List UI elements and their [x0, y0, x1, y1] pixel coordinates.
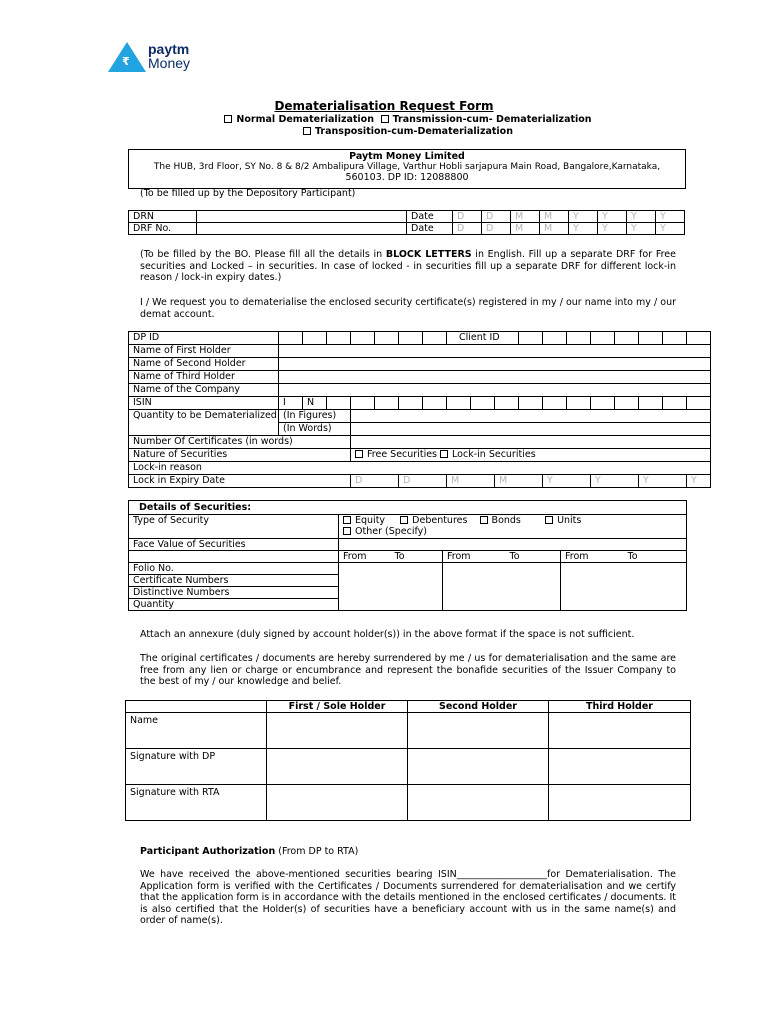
in-figures-label: (In Figures): [279, 410, 351, 423]
debentures-label: Debentures: [412, 515, 468, 526]
isin-cell[interactable]: [447, 397, 471, 410]
lock-reason-label: Lock-in reason: [129, 462, 711, 475]
bonds-checkbox[interactable]: [480, 516, 488, 524]
name-row-label: Name: [126, 713, 267, 749]
dp-id-cell[interactable]: [375, 332, 399, 345]
company-address2: 560103. DP ID: 12088800: [345, 172, 469, 183]
opt3-checkbox[interactable]: [303, 127, 311, 135]
blank-cell: [129, 551, 339, 563]
client-id-cell[interactable]: [591, 332, 615, 345]
date-cell[interactable]: D: [482, 223, 511, 235]
second-holder-label: Name of Second Holder: [129, 358, 279, 371]
sig-rta-third[interactable]: [549, 785, 691, 821]
sig-rta-first[interactable]: [267, 785, 408, 821]
isin-cell[interactable]: [471, 397, 495, 410]
expiry-cell[interactable]: D: [351, 475, 399, 488]
form-options-row2: [0, 126, 768, 137]
brand-top: paytm: [148, 41, 190, 57]
num-certs-label: Number Of Certificates (in words): [129, 436, 351, 449]
isin-cell[interactable]: [399, 397, 423, 410]
isin-cell[interactable]: [639, 397, 663, 410]
sig-dp-third[interactable]: [549, 749, 691, 785]
opt3-label: Transposition-cum-Dematerialization: [315, 126, 513, 137]
from-header: From: [561, 551, 624, 563]
to-header: To: [391, 551, 443, 563]
equity-checkbox[interactable]: [343, 516, 351, 524]
bonds-label: Bonds: [491, 515, 521, 526]
isin-cell[interactable]: [327, 397, 351, 410]
opt1-checkbox[interactable]: [224, 115, 232, 123]
units-label: Units: [557, 515, 582, 526]
isin-label: ISIN: [129, 397, 279, 410]
third-holder-label: Name of Third Holder: [129, 371, 279, 384]
expiry-cell[interactable]: Y: [543, 475, 591, 488]
isin-cell[interactable]: [567, 397, 591, 410]
participant-text: [140, 869, 676, 927]
name-second-input[interactable]: [408, 713, 549, 749]
dp-note: (To be filled up by the Depository Participant): [140, 188, 356, 199]
company-name: Paytm Money Limited: [349, 151, 465, 162]
date-cell[interactable]: D: [453, 223, 482, 235]
free-securities-checkbox[interactable]: [355, 450, 363, 458]
drf-date-label: Date: [407, 223, 453, 235]
to-header: To: [624, 551, 687, 563]
equity-label: Equity: [355, 515, 386, 526]
date-cell[interactable]: Y: [569, 211, 598, 223]
isin-cell-i: I: [279, 397, 303, 410]
dp-id-cell[interactable]: [423, 332, 447, 345]
opt2-checkbox[interactable]: [381, 115, 389, 123]
other-checkbox[interactable]: [343, 527, 351, 535]
name-third-input[interactable]: [549, 713, 691, 749]
type-label: Type of Security: [129, 515, 339, 539]
client-id-cell[interactable]: [687, 332, 711, 345]
sig-dp-second[interactable]: [408, 749, 549, 785]
date-cell[interactable]: Y: [656, 223, 685, 235]
sig-dp-row-label: Signature with DP: [126, 749, 267, 785]
instr-text-c: in English. Fill up a separate DRF for Free securities and Locked – in securities. In case of locked - in securities fill up a separate DRF for different lock-in reason / lock-in expiry dates.): [140, 249, 676, 283]
drn-date-label: Date: [407, 211, 453, 223]
participant-text-b: for Dematerialisation. The Application form is verified with the Certificates / Documents surrendered for dematerialisation and we certify that the application form is in accordance with the details mentioned in the enclosed certificates / documents. It is also certified that the Holder(s) of securities have a beneficiary account with us in the same name(s) and order of name(s).: [140, 869, 676, 926]
quantity-label: Quantity to be Dematerialized: [129, 410, 279, 436]
company-box: [128, 149, 686, 189]
drn-label: DRN: [129, 211, 197, 223]
isin-cell[interactable]: [543, 397, 567, 410]
second-holder-input[interactable]: [279, 358, 711, 371]
distinctive-label: Distinctive Numbers: [129, 587, 339, 599]
other-label: Other (Specify): [355, 526, 427, 537]
client-id-cell[interactable]: [639, 332, 663, 345]
instructions-p1: [140, 249, 676, 284]
securities-entry-3[interactable]: [561, 563, 687, 611]
first-holder-label: Name of First Holder: [129, 345, 279, 358]
date-cell[interactable]: M: [540, 223, 569, 235]
dp-id-cell[interactable]: [351, 332, 375, 345]
participant-heading: [140, 846, 358, 857]
folio-label: Folio No.: [129, 563, 339, 575]
date-cell[interactable]: Y: [656, 211, 685, 223]
date-cell[interactable]: M: [511, 211, 540, 223]
drf-label: DRF No.: [129, 223, 197, 235]
client-id-cell[interactable]: [615, 332, 639, 345]
quantity-figures-input[interactable]: [351, 410, 711, 423]
date-cell[interactable]: M: [540, 211, 569, 223]
dp-id-label: DP ID: [129, 332, 224, 345]
type-options: [339, 515, 687, 539]
lock-expiry-label: Lock in Expiry Date: [129, 475, 351, 488]
participant-heading-bold: Participant Authorization: [140, 846, 276, 857]
first-holder-input[interactable]: [279, 345, 711, 358]
participant-text-a: We have received the above-mentioned securities bearing ISIN: [140, 869, 457, 880]
opt2-label: Transmission-cum- Dematerialization: [392, 114, 592, 125]
date-cell[interactable]: D: [482, 211, 511, 223]
securities-entry-1[interactable]: [339, 563, 443, 611]
client-id-cell[interactable]: [663, 332, 687, 345]
date-cell[interactable]: Y: [569, 223, 598, 235]
expiry-cell[interactable]: M: [495, 475, 543, 488]
opt1-label: Normal Dematerialization: [236, 114, 374, 125]
isin-cell[interactable]: [519, 397, 543, 410]
lockin-securities-label: Lock-in Securities: [452, 449, 536, 460]
dp-id-cell[interactable]: [303, 332, 327, 345]
holder-details-table: [128, 331, 711, 488]
sig-rta-second[interactable]: [408, 785, 549, 821]
in-words-label: (In Words): [279, 423, 351, 436]
drn-input[interactable]: [197, 211, 407, 223]
drn-table: [128, 210, 685, 235]
num-certs-input[interactable]: [351, 436, 711, 449]
brand-bottom: Money: [148, 55, 191, 71]
form-title: Dematerialisation Request Form: [274, 99, 494, 113]
instr-block-letters: BLOCK LETTERS: [385, 249, 472, 260]
company-address1: The HUB, 3rd Floor, SY No. 8 & 8/2 Ambalipura Village, Varthur Hobli sarjapura Main Road, Bangalore,Karnataka,: [153, 162, 661, 172]
dp-id-cell[interactable]: [399, 332, 423, 345]
participant-heading-suffix: (From DP to RTA): [275, 846, 359, 857]
dp-id-cell[interactable]: [279, 332, 303, 345]
date-cell[interactable]: D: [453, 211, 482, 223]
face-value-label: Face Value of Securities: [129, 539, 339, 551]
quantity-words-input[interactable]: [351, 423, 711, 436]
second-holder-header: Second Holder: [408, 701, 549, 713]
dp-id-cell[interactable]: [327, 332, 351, 345]
client-id-cell[interactable]: [519, 332, 543, 345]
sig-rta-row-label: Signature with RTA: [126, 785, 267, 821]
third-holder-input[interactable]: [279, 371, 711, 384]
from-header: From: [443, 551, 506, 563]
client-id-label: Client ID: [447, 332, 519, 345]
date-cell[interactable]: Y: [598, 211, 627, 223]
expiry-cell[interactable]: M: [447, 475, 495, 488]
first-holder-header: First / Sole Holder: [267, 701, 408, 713]
surrender-text: The original certificates / documents are hereby surrendered by me / us for dematerialisation and the same are free from any lien or charge or encumbrance and represent the bonafide securities of the Issuer Company to the best of my / our knowledge and belief.: [140, 653, 676, 687]
drf-input[interactable]: [197, 223, 407, 235]
isin-cell[interactable]: [375, 397, 399, 410]
isin-cell[interactable]: [591, 397, 615, 410]
isin-cell[interactable]: [495, 397, 519, 410]
annexure-text: Attach an annexure (duly signed by account holder(s)) in the above format if the space is not sufficient.: [140, 629, 635, 640]
securities-table: [128, 500, 687, 611]
lockin-securities-checkbox[interactable]: [440, 450, 448, 458]
expiry-cell[interactable]: D: [399, 475, 447, 488]
isin-cell[interactable]: [687, 397, 711, 410]
isin-cell[interactable]: [615, 397, 639, 410]
securities-heading: Details of Securities:: [129, 501, 687, 515]
date-cell[interactable]: M: [511, 223, 540, 235]
instr-text-a: (To be filled by the BO. Please fill all the details in: [140, 249, 386, 260]
to-header: To: [506, 551, 561, 563]
cert-numbers-label: Certificate Numbers: [129, 575, 339, 587]
face-value-input[interactable]: [339, 539, 687, 551]
dp-id-cell[interactable]: [224, 332, 279, 345]
sig-dp-first[interactable]: [267, 749, 408, 785]
instructions-p2: I / We request you to dematerialise the enclosed security certificate(s) registered in my / our name into my / our demat account.: [140, 297, 676, 320]
from-header: From: [339, 551, 391, 563]
signature-table: [125, 700, 691, 821]
name-first-input[interactable]: [267, 713, 408, 749]
date-cell[interactable]: Y: [627, 223, 656, 235]
isin-cell[interactable]: [663, 397, 687, 410]
units-checkbox[interactable]: [545, 516, 553, 524]
isin-blank[interactable]: ___________________: [456, 869, 547, 880]
expiry-cell[interactable]: Y: [591, 475, 639, 488]
date-cell[interactable]: Y: [627, 211, 656, 223]
isin-cell-n: N: [303, 397, 327, 410]
paytm-money-logo: [108, 42, 198, 74]
free-securities-label: Free Securities: [367, 449, 438, 460]
debentures-checkbox[interactable]: [400, 516, 408, 524]
sig-blank-header: [126, 701, 267, 713]
date-cell[interactable]: Y: [598, 223, 627, 235]
company-name-input[interactable]: [279, 384, 711, 397]
client-id-cell[interactable]: [543, 332, 567, 345]
form-options-row1: [0, 114, 768, 125]
company-name-label: Name of the Company: [129, 384, 279, 397]
isin-cell[interactable]: [351, 397, 375, 410]
expiry-cell[interactable]: Y: [687, 475, 711, 488]
expiry-cell[interactable]: Y: [639, 475, 687, 488]
nature-options: [351, 449, 711, 462]
third-holder-header: Third Holder: [549, 701, 691, 713]
rupee-symbol: ₹: [122, 55, 130, 68]
quantity-row-label: Quantity: [129, 599, 339, 611]
isin-cell[interactable]: [423, 397, 447, 410]
nature-label: Nature of Securities: [129, 449, 351, 462]
securities-entry-2[interactable]: [443, 563, 561, 611]
client-id-cell[interactable]: [567, 332, 591, 345]
